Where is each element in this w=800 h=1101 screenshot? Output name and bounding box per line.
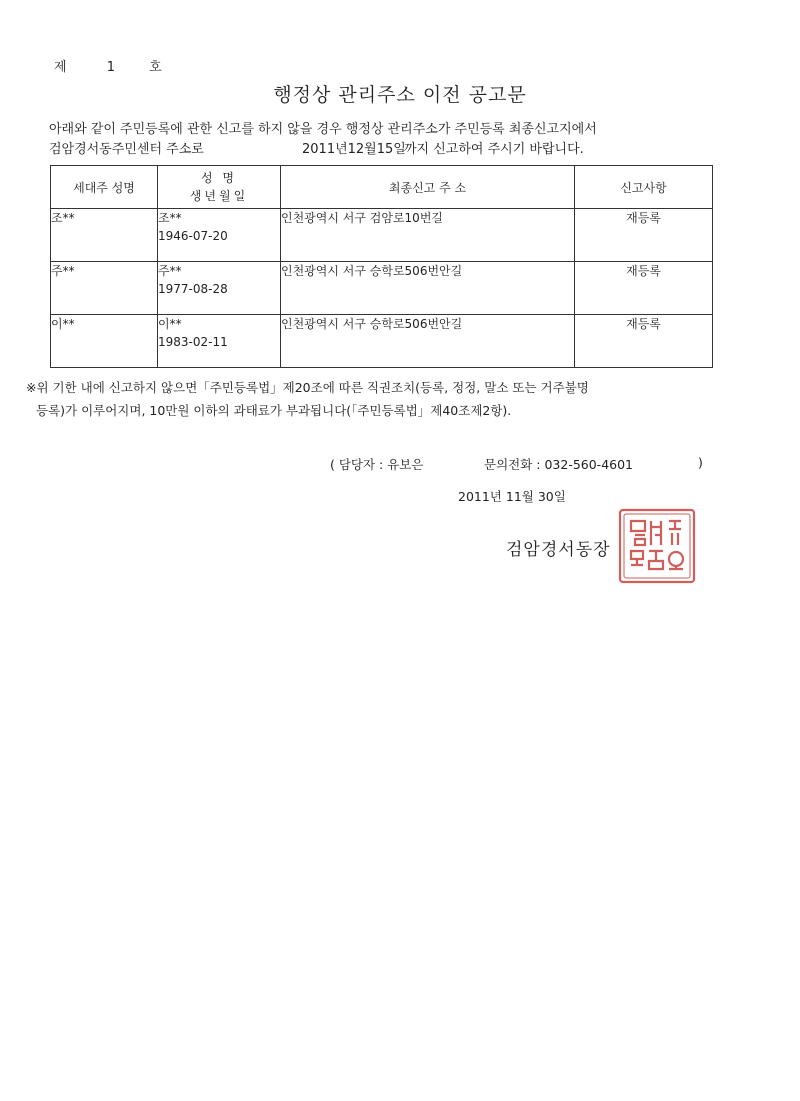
doc-number-prefix: 제 — [54, 60, 67, 75]
contact-phone: 문의전화 : 032-560-4601 — [484, 457, 634, 472]
table-row — [51, 262, 713, 315]
header-name-birth — [158, 166, 281, 209]
deadline-date: 2011년12월15일 — [302, 142, 406, 157]
row-head-name: 이** — [51, 315, 158, 368]
row-address: 인천광역시 서구 검암로10번길 — [281, 209, 575, 262]
row-address: 인천광역시 서구 승학로506번안길 — [281, 315, 575, 368]
row-report: 재등록 — [575, 209, 713, 262]
document-number — [54, 56, 162, 75]
header-report: 신고사항 — [575, 166, 713, 209]
footnote-line-2: 등록)가 이루어지며, 10만원 이하의 과태료가 부과됩니다(「주민등록법」제40조제2항). — [36, 403, 512, 418]
table-header-row — [51, 166, 713, 209]
row-name: 조** — [158, 211, 182, 225]
row-head-name: 조** — [51, 209, 158, 262]
intro-line-2: 검암경서동주민센터 주소로 — [49, 142, 204, 157]
doc-number-value: 1 — [106, 60, 115, 75]
table-row — [51, 315, 713, 368]
row-name-birth — [158, 209, 281, 262]
doc-number-suffix: 호 — [149, 60, 162, 75]
row-name-birth — [158, 315, 281, 368]
table-row — [51, 209, 713, 262]
row-birth: 1977-08-28 — [158, 282, 228, 296]
header-address: 최종신고 주 소 — [281, 166, 575, 209]
row-name: 이** — [158, 317, 182, 331]
document-title: 행정상 관리주소 이전 공고문 — [273, 84, 527, 106]
header-head-name: 세대주 성명 — [51, 166, 158, 209]
notice-table — [50, 165, 713, 368]
row-name-birth — [158, 262, 281, 315]
issuer-name: 검암경서동장 — [506, 540, 611, 560]
footnote-line-1: ※위 기한 내에 신고하지 않으면「주민등록법」제20조에 따른 직권조치(등록, 정정, 말소 또는 거주불명 — [26, 380, 589, 395]
row-birth: 1946-07-20 — [158, 229, 228, 243]
row-birth: 1983-02-11 — [158, 335, 228, 349]
intro-line-1: 아래와 같이 주민등록에 관한 신고를 하지 않을 경우 행정상 관리주소가 주민등록 최종신고지에서 — [49, 122, 597, 137]
row-name: 주** — [158, 264, 182, 278]
row-report: 재등록 — [575, 262, 713, 315]
contact-close-paren: ) — [698, 455, 703, 470]
header-name: 성 명 — [201, 171, 237, 185]
header-birth: 생년월일 — [189, 189, 249, 203]
deadline-suffix: 까지 신고하여 주시기 바랍니다. — [404, 142, 584, 157]
contact-person: ( 담당자 : 유보은 — [330, 457, 424, 472]
row-head-name: 주** — [51, 262, 158, 315]
row-report: 재등록 — [575, 315, 713, 368]
official-seal-icon — [617, 507, 697, 585]
row-address: 인천광역시 서구 승학로506번안길 — [281, 262, 575, 315]
issue-date: 2011년 11월 30일 — [458, 489, 566, 504]
